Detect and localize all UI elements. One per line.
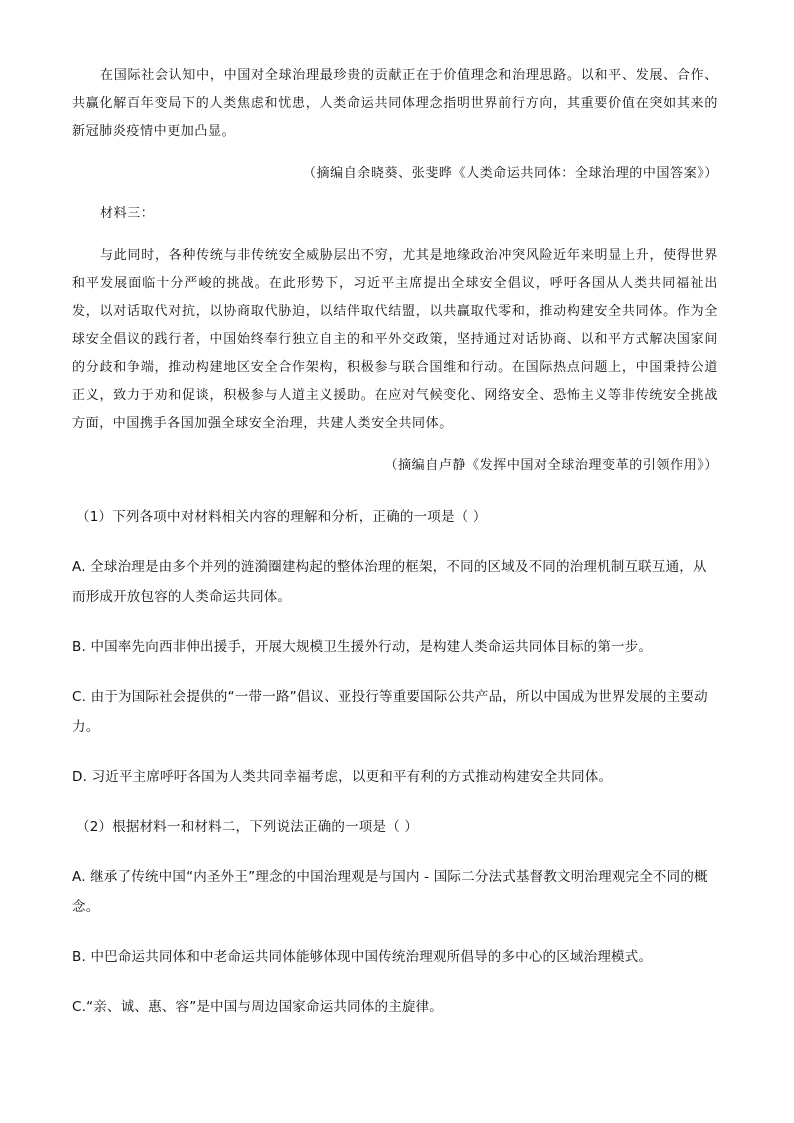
material-two-tail	[72, 62, 718, 188]
material-three-source: （摘编自卢静《发挥中国对全球治理变革的引领作用》）	[384, 458, 718, 473]
material-three-heading: 材料三：	[100, 206, 155, 221]
question-two-stem: （2）根据材料一和材料二，下列说法正确的一项是（ ）	[76, 819, 419, 835]
material-two-paragraph: 在国际社会认知中，中国对全球治理最珍贵的贡献正在于价值理念和治理思路。以和平、发展、合作、共赢化解百年变局下的人类焦虑和忧患，人类命运共同体理念指明世界前行方向，其重要价值在突如其来的新冠肺炎疫情中更加凸显。	[72, 68, 718, 139]
question-one-option-c: C. 由于为国际社会提供的“一带一路”倡议、亚投行等重要国际公共产品，所以中国成为世界发展的主要动力。	[72, 689, 708, 735]
question-one-option-d: D. 习近平主席呼吁各国为人类共同幸福考虑，以更和平有利的方式推动构建安全共同体。	[72, 769, 613, 785]
question-two-option-c: C.“亲、诚、惠、容”是中国与周边国家命运共同体的主旋律。	[72, 999, 444, 1015]
document-page	[72, 62, 718, 1022]
question-one-option-a: A. 全球治理是由多个并列的涟漪圈建构起的整体治理的框架，不同的区域及不同的治理机制互联互通，从而形成开放包容的人类命运共同体。	[72, 559, 707, 605]
material-three-paragraph: 与此同时，各种传统与非传统安全威胁层出不穷，尤其是地缘政治冲突风险近年来明显上升，使得世界和平发展面临十分严峻的挑战。在此形势下，习近平主席提出全球安全倡议，呼吁各国从人类共同福祉出发，以对话取代对抗，以协商取代胁迫，以结伴取代结盟，以共赢取代零和，推动构建安全共同体。作为全球安全倡议的践行者，中国始终奉行独立自主的和平外交政策，坚持通过对话协商、以和平方式解决国家间的分歧和争端，推动构建地区安全合作架构，积极参与联合国维和行动。在国际热点问题上，中国秉持公道正义，致力于劝和促谈，积极参与人道主义援助。在应对气候变化、网络安全、恐怖主义等非传统安全挑战方面，中国携手各国加强全球安全治理，共建人类安全共同体。	[72, 248, 718, 431]
question-two-option-a: A. 继承了传统中国“内圣外王”理念的中国治理观是与国内 - 国际二分法式基督教文明治理观完全不同的概念。	[72, 869, 708, 915]
question-two	[72, 812, 718, 1022]
question-one-stem: （1）下列各项中对材料相关内容的理解和分析，正确的一项是（ ）	[76, 509, 487, 525]
material-three	[72, 200, 718, 480]
material-two-source: （摘编自余晓葵、张斐晔《人类命运共同体：全球治理的中国答案》）	[302, 166, 718, 181]
question-two-option-b: B. 中巴命运共同体和中老命运共同体能够体现中国传统治理观所倡导的多中心的区域治理模式。	[72, 949, 653, 965]
question-one	[72, 502, 718, 792]
question-one-option-b: B. 中国率先向西非伸出援手，开展大规模卫生援外行动，是构建人类命运共同体目标的第一步。	[72, 639, 653, 655]
